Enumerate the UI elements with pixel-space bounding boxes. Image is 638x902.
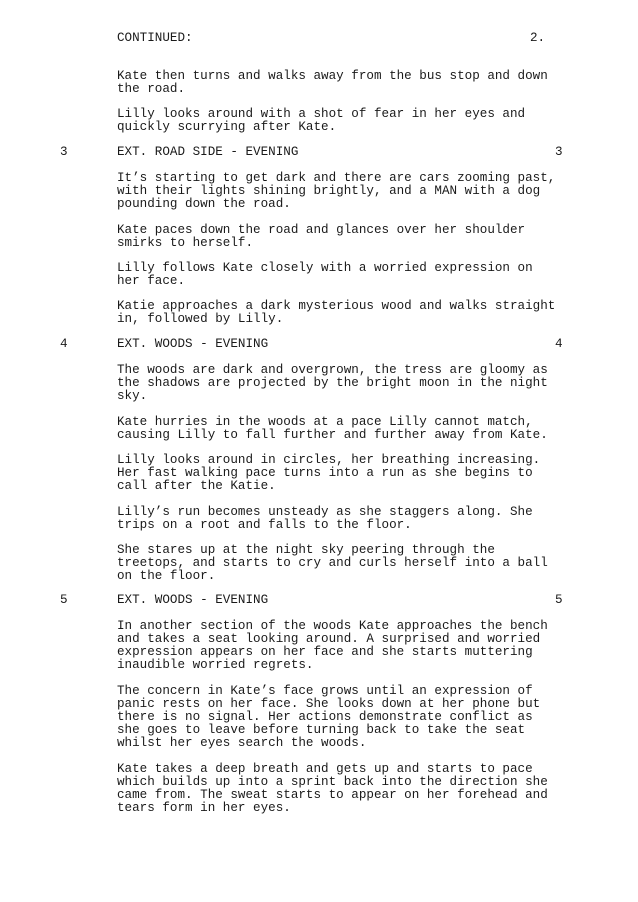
action-line: sky.	[117, 389, 148, 403]
scene-number-left: 5	[60, 593, 68, 607]
action-paragraph	[117, 108, 577, 134]
action-line: the road.	[117, 82, 186, 96]
action-line: treetops, and starts to cry and curls herself into a ball	[117, 556, 548, 570]
action-paragraph	[117, 416, 577, 442]
action-paragraph	[117, 300, 577, 326]
action-line: Her fast walking pace turns into a run as she begins to	[117, 466, 533, 480]
scene-number-right: 5	[555, 593, 563, 607]
scene-number-right: 3	[555, 145, 563, 159]
action-line: call after the Katie.	[117, 479, 276, 493]
action-line: came from. The sweat starts to appear on her forehead and	[117, 788, 548, 802]
action-paragraph	[117, 224, 577, 250]
action-line: Lilly looks around in circles, her breathing increasing.	[117, 453, 541, 467]
action-paragraph	[117, 172, 577, 211]
action-paragraph	[117, 620, 577, 672]
action-line: pounding down the road.	[117, 197, 291, 211]
action-paragraph	[117, 763, 577, 815]
action-line: the shadows are projected by the bright moon in the night	[117, 376, 548, 390]
scene-number-right: 4	[555, 337, 563, 351]
action-line: The woods are dark and overgrown, the tress are gloomy as	[117, 363, 548, 377]
action-line: causing Lilly to fall further and further away from Kate.	[117, 428, 548, 442]
action-line: quickly scurrying after Kate.	[117, 120, 337, 134]
scene-heading: EXT. WOODS - EVENING	[117, 337, 269, 351]
action-line: trips on a root and falls to the floor.	[117, 518, 412, 532]
scene-number-left: 4	[60, 337, 68, 351]
action-line: there is no signal. Her actions demonstrate conflict as	[117, 710, 533, 724]
action-paragraph	[117, 544, 577, 583]
action-line: Lilly follows Kate closely with a worried expression on	[117, 261, 533, 275]
scene-heading: EXT. ROAD SIDE - EVENING	[117, 145, 299, 159]
action-paragraph	[117, 506, 577, 532]
action-line: whilst her eyes search the woods.	[117, 736, 367, 750]
action-line: panic rests on her face. She looks down at her phone but	[117, 697, 541, 711]
action-line: The concern in Kate’s face grows until an expression of	[117, 684, 533, 698]
action-paragraph	[117, 454, 577, 493]
scene-number-left: 3	[60, 145, 68, 159]
scene-heading: EXT. WOODS - EVENING	[117, 593, 269, 607]
action-line: Kate hurries in the woods at a pace Lilly cannot match,	[117, 415, 533, 429]
action-line: In another section of the woods Kate approaches the bench	[117, 619, 548, 633]
action-line: Kate then turns and walks away from the bus stop and down	[117, 69, 548, 83]
action-line: Kate takes a deep breath and gets up and starts to pace	[117, 762, 533, 776]
action-line: Lilly looks around with a shot of fear in her eyes and	[117, 107, 526, 121]
action-paragraph	[117, 364, 577, 403]
action-line: Lilly’s run becomes unsteady as she staggers along. She	[117, 505, 533, 519]
action-line: her face.	[117, 274, 186, 288]
action-line: expression appears on her face and she starts muttering	[117, 645, 533, 659]
action-paragraph	[117, 262, 577, 288]
action-line: She stares up at the night sky peering through the	[117, 543, 495, 557]
action-line: and takes a seat looking around. A surprised and worried	[117, 632, 541, 646]
page-number: 2.	[530, 31, 546, 45]
action-line: Katie approaches a dark mysterious wood and walks straight	[117, 299, 556, 313]
action-line: in, followed by Lilly.	[117, 312, 284, 326]
action-line: which builds up into a sprint back into the direction she	[117, 775, 548, 789]
action-line: she goes to leave before turning back to take the seat	[117, 723, 526, 737]
action-line: with their lights shining brightly, and a MAN with a dog	[117, 184, 541, 198]
action-line: It’s starting to get dark and there are cars zooming past,	[117, 171, 556, 185]
action-line: inaudible worried regrets.	[117, 658, 314, 672]
continued-label: CONTINUED:	[117, 31, 193, 45]
action-line: on the floor.	[117, 569, 216, 583]
action-paragraph	[117, 685, 577, 750]
action-paragraph	[117, 70, 577, 96]
action-line: Kate paces down the road and glances over her shoulder	[117, 223, 526, 237]
action-line: smirks to herself.	[117, 236, 254, 250]
action-line: tears form in her eyes.	[117, 801, 291, 815]
